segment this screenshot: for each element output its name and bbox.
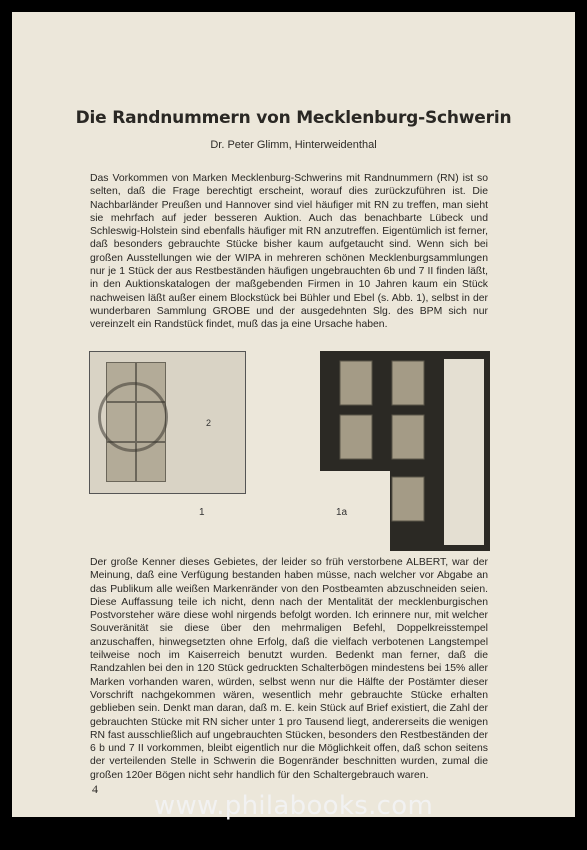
figure-1a-label: 1a: [336, 507, 348, 518]
figure-1-label: 1: [199, 507, 205, 518]
paragraph-discussion: Der große Kenner dieses Gebietes, der leider so früh verstorbene ALBERT, war der Meinung, daß eine Verfügung bestanden haben müsse, nach welcher vor Abgabe an das Publikum alle weißen Markenränder von den Postbeamten abzuschneiden seien. Diese Auffassung teile ich nicht, denn nach der Mentalität der mecklenburgischen Postvorsteher wäre diese wohl nirgends befolgt worden. Ich erinnere nur, mit welcher Souveränität sie diese über den mehrmaligen Befehl, Doppelkreisstempel anzuschaffen, hinwegsetzten ohne Erfolg, daß die vielfach verbotenen Langstempel teilweise noch im Kaiserreich benutzt wurden. Bedenkt man ferner, daß die Randzahlen bei den in 120 Stück gedruckten Schalterbögen mindestens bei 15% aller Marken vorhanden waren, würden, selbst wenn nur die Hälfte der Postämter dieser Vorschrift nachgekommen wären, wesentlich mehr gebrauchte Stücke erhalten geblieben sein. Denkt man daran, daß m. E. kein Stück auf Brief existiert, die Zahl der gebrauchten Stücke mit RN sicher unter 1 pro Tausend liegt, andererseits die wenigen RN fast ausschließlich auf ungebrauchten Stücken, besonders den Restbeständen der 6 b und 7 II vorkommen, bleibt eigentlich nur die Möglichkeit offen, daß schon seitens der verteilenden Stelle in Schwerin die Bogenränder beschnitten wurden, zumal die großen 120er Bögen nicht sehr handlich für den Schaltergebrauch waren.: [90, 557, 488, 781]
article-title: Die Randnummern von Mecklenburg-Schwerin: [75, 108, 512, 128]
sheet-margin: [444, 359, 484, 545]
page-number: 4: [92, 782, 98, 796]
margin-number: 2: [206, 418, 212, 428]
article-author: Dr. Peter Glimm, Hinterweidenthal: [210, 139, 377, 151]
paragraph-intro: Das Vorkommen von Marken Mecklenburg-Schwerins mit Randnummern (RN) ist so selten, daß die Frage berechtigt erscheint, worauf dies zurückzuführen ist. Die Nachbarländer Preußen und Hannover sind viel häufiger mit RN zu treffen, man sieht sie mehrfach auf jeder besseren Auktion. Auch das benachbarte Lübeck und Schleswig-Holstein sind ebenfalls häufiger mit RN anzutreffen. Eigentümlich ist ferner, daß besonders gebrauchte Stücke bisher kaum aufgetaucht sind. Wenn sich bei großen Ausstellungen wie der WIPA in mehreren schönen Mecklenburgsammlungen nur je 1 Stück der aus Restbeständen häufigen ungebrauchten 6b und 7 II finden läßt, in den Auktionskatalogen der maßgebenden Firmen in 10 Jahren kaum ein Stück nachweisen läßt außer einem Blockstück bei Bühler und Ebel (s. Abb. 1), selbst in der wunderbaren Sammlung GROBE und der ausgedehnten Slg. des BPM sich nur vereinzelt ein Randstück findet, muß das ja eine Ursache haben.: [90, 173, 488, 331]
postmark: [98, 382, 168, 452]
figure-1-stamp-block: [89, 351, 246, 494]
figure-1a-stamp-block: [320, 351, 490, 551]
website-watermark: www.philabooks.com: [153, 791, 434, 821]
